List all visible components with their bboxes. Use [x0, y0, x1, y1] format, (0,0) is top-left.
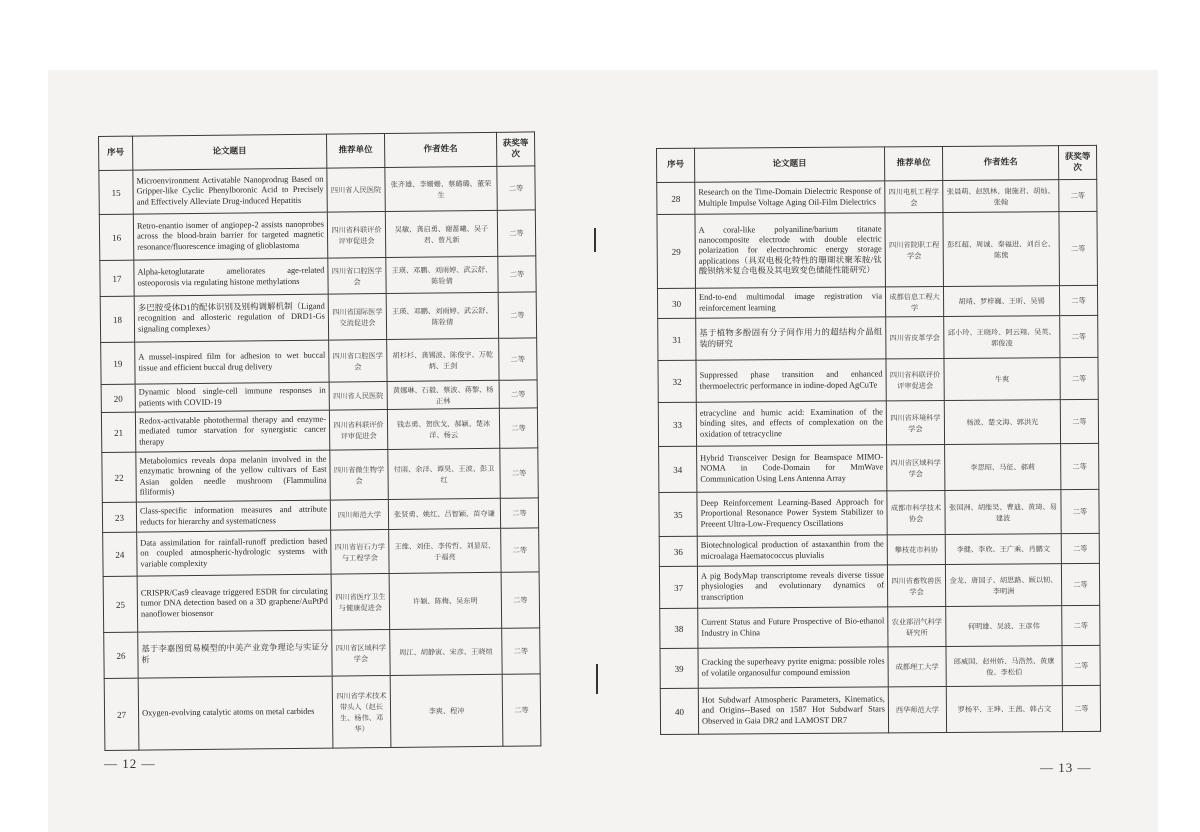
award-grade: 二等	[1061, 443, 1099, 489]
author-names: 王瑛、邓鹏、刘雨婷、武云舒、陈铨倩	[386, 256, 498, 293]
paper-title: Research on the Time-Domain Dielectric Response of Multiple Impulse Voltage Aging Oil-Film Dielectrics	[695, 181, 885, 214]
recommending-unit: 四川省科联评价评审促进会	[886, 358, 944, 400]
table-row	[657, 179, 1097, 214]
paper-title: etracycline and humic acid: Examination of the binding sites, and effects of complexation on the oxidation of tetracycline	[696, 401, 886, 446]
recommending-unit: 西华师范大学	[888, 686, 946, 732]
table-header-row	[99, 132, 535, 171]
row-index: 40	[660, 688, 698, 734]
table-row	[99, 166, 535, 215]
paper-title: Data assimilation for rainfall-runoff prediction based on coupled atmospheric-hydrologic systems with variable complexity	[137, 530, 331, 576]
recommending-unit: 四川省国际医学交流促进会	[328, 293, 386, 340]
author-names: 王瑛、邓鹏、刘雨婷、武云舒、陈铨倩	[386, 292, 498, 339]
table-row	[659, 489, 1099, 536]
row-index: 39	[660, 648, 698, 688]
award-grade: 二等	[1059, 285, 1097, 315]
recommending-unit: 四川省科联评价评审促进会	[329, 409, 387, 450]
award-grade: 二等	[499, 380, 537, 408]
author-names: 吴敏、龚启勇、谢蔷曦、吴子君、曾凡新	[385, 210, 497, 257]
recommending-unit: 四川省畜牧兽医学会	[887, 564, 945, 606]
row-index: 23	[102, 502, 136, 532]
row-index: 36	[659, 536, 697, 566]
award-grade: 二等	[497, 166, 535, 210]
row-index: 34	[659, 446, 697, 492]
header-grade: 获奖等次	[1058, 145, 1096, 179]
paper-title: Deep Reinforcement Learning-Based Approach for Proportional Resonance Power System Stabilizer to Preeent Ultra-Low-Frequency Oscillations	[697, 491, 887, 536]
row-index: 35	[659, 492, 697, 536]
author-names: 钱志勇、贺欣戈、郝颖、楚冰洋、杨云	[387, 408, 499, 449]
table-row	[658, 315, 1098, 360]
table-row	[659, 443, 1099, 492]
author-names: 胡靖、罗梓巍、王昕、吴锡	[943, 286, 1059, 317]
paper-title: CRISPR/Cas9 cleavage triggered ESDR for circulating tumor DNA detection based on a 3D graphene/AuPtPd nanoflower biosensor	[137, 574, 332, 632]
award-grade: 二等	[1059, 211, 1098, 285]
paper-title: End-to-end multimodal image registration via reinforcement learning	[695, 287, 885, 318]
row-index: 17	[100, 260, 134, 296]
paper-title: 基于李嘉图贸易模型的中美产业竞争理论与实证分析	[138, 630, 332, 678]
paper-title: A coral-like polyaniline/barium titanate nanocomposite electrode with double electric polarization for electrochromic energy storage applications（具双电极化特性的珊瑚状聚苯胺/钛酸钡纳米复合电极及其电致变色储能性能研究）	[695, 213, 886, 288]
table-row	[102, 498, 538, 533]
table-row	[100, 256, 536, 297]
header-unit: 推荐单位	[326, 133, 384, 168]
table-row	[100, 292, 536, 343]
header-index: 序号	[99, 136, 133, 170]
recommending-unit: 农业部沼气科学研究所	[888, 606, 946, 646]
author-names: 李思昭、马征、郝莉	[945, 444, 1061, 491]
recommending-unit: 四川电机工程学会	[885, 180, 943, 212]
row-index: 22	[102, 452, 137, 502]
paper-title: Cracking the superheavy pyrite enigma: possible roles of volatile organosulfur compound emission	[698, 647, 888, 688]
table-row	[99, 210, 535, 261]
paper-title: Metabolomics reveals dopa melanin involved in the enzymatic browning of the yellow cultivars of East Asian golden needle mushroom (Flammulina filiformis)	[136, 450, 331, 502]
award-grade: 二等	[502, 674, 541, 746]
paper-title: Biotechnological production of astaxanthin from the microalaga Haematococcus pluvialis	[697, 535, 887, 566]
table-row	[101, 338, 537, 385]
author-names: 金龙、唐国子、胡思路、顾以韧、李明洲	[945, 564, 1061, 607]
paper-title: Suppressed phase transition and enhanced thermoelectric performance in iodine-doped AgCuTe	[696, 359, 886, 402]
awards-table-right	[656, 145, 1101, 735]
award-grade: 二等	[1062, 605, 1100, 645]
author-names: 李健、李欣、王广乘、肖鹏文	[945, 534, 1061, 565]
table-row	[104, 628, 540, 679]
binding-mark	[594, 228, 596, 252]
table-row	[659, 533, 1099, 566]
paper-title: 基于植物多酚固有分子间作用力的超结构介晶组装的研究	[696, 317, 886, 360]
author-names: 付雨、余洋、谭昊、王波、彭卫红	[388, 448, 501, 499]
header-title: 论文题目	[695, 147, 885, 182]
author-names: 许颖、陈梅、吴东明	[389, 572, 502, 629]
recommending-unit: 成都信息工程大学	[885, 286, 943, 316]
paper-title: A pig BodyMap transcriptome reveals diverse tissue physiologies and evolutionary dynamics of transcription	[697, 565, 887, 608]
award-grade: 二等	[1061, 489, 1099, 533]
row-index: 16	[99, 214, 133, 260]
row-index: 29	[657, 214, 696, 288]
table-row	[101, 408, 537, 453]
paper-title: Dynamic blood single-cell immune responses in patients with COVID-19	[135, 382, 329, 412]
award-grade: 二等	[498, 292, 536, 338]
table-row	[658, 357, 1098, 402]
recommending-unit: 四川省医疗卫生与健康促进会	[331, 573, 390, 630]
table-row	[103, 572, 540, 633]
header-index: 序号	[657, 148, 695, 182]
table-row	[658, 399, 1098, 446]
recommending-unit: 成都理工大学	[888, 646, 946, 686]
recommending-unit: 四川省人民医院	[327, 167, 385, 212]
row-index: 26	[104, 632, 138, 678]
row-index: 15	[99, 170, 133, 214]
award-grade: 二等	[1059, 179, 1097, 211]
author-names: 王维、刘佳、李传哲、刘显辰、于福亮	[389, 528, 501, 573]
table-row	[657, 211, 1098, 288]
table-row	[103, 528, 539, 577]
table-row	[659, 563, 1099, 608]
row-index: 30	[657, 288, 695, 318]
award-grade: 二等	[498, 256, 536, 292]
header-authors: 作者姓名	[942, 146, 1058, 181]
author-names: 邱小玲、王晓玲、阿云翔、吴英、郭俊凌	[944, 316, 1060, 359]
paper-title: Retro-enantio isomer of angiopep-2 assists nanoprobes across the blood-brain barrier for targeted magnetic resonance/fluorescence imaging of glioblastoma	[133, 212, 327, 260]
author-names: 李爽、程冲	[390, 674, 503, 747]
award-grade: 二等	[1062, 645, 1100, 685]
paper-title: Oxygen-evolving catalytic atoms on metal carbides	[138, 676, 333, 750]
header-unit: 推荐单位	[884, 146, 942, 180]
author-names: 张国洲、胡维昊、曹迪、黄琦、易建波	[945, 490, 1061, 535]
author-names: 郎威国、赵州娇、马浩然、黄康俊、李松伯	[946, 646, 1062, 687]
author-names: 胡杉杉、龚锡波、陈俊宇、万乾炳、王剑	[387, 338, 499, 381]
author-names: 杨波、楚文海、郭洪光	[944, 400, 1060, 445]
award-grade: 二等	[502, 628, 540, 674]
recommending-unit: 四川省院职工程学会	[885, 212, 944, 286]
table-header-row	[657, 145, 1097, 182]
left-table-body	[99, 166, 541, 751]
right-table-body	[657, 179, 1101, 734]
recommending-unit: 四川省皮革学会	[886, 316, 944, 358]
award-grade: 二等	[1062, 685, 1100, 731]
paper-title: A mussel-inspired film for adhesion to wet buccal tissue and efficient buccal drug delivery	[135, 340, 329, 384]
award-grade: 二等	[501, 528, 539, 572]
row-index: 37	[659, 566, 697, 608]
award-grade: 二等	[497, 210, 535, 256]
recommending-unit: 四川省人民医院	[329, 381, 387, 410]
table-row	[102, 448, 538, 503]
header-authors: 作者姓名	[384, 132, 496, 167]
recommending-unit: 四川省区域科学学会	[887, 444, 945, 490]
author-names: 彭红超、周诚、秦福进、刘百仑、陈熊	[943, 212, 1060, 287]
paper-title: Redox-activatable photothermal therapy and enzyme-mediated tumor starvation for synergistic cancer therapy	[135, 410, 329, 452]
recommending-unit: 成都市科学技术协会	[887, 490, 945, 534]
recommending-unit: 四川省微生物学会	[330, 449, 389, 500]
left-page	[98, 131, 540, 751]
author-names: 张贤勇、姚红、吕智颖、苗夺谦	[388, 498, 500, 529]
recommending-unit: 四川省区域科学学会	[332, 629, 390, 676]
award-grade: 二等	[1061, 563, 1099, 605]
recommending-unit: 四川省学术技术带头人（赵长生、杨伟、邓华）	[332, 675, 391, 748]
paper-title: Hybrid Transceiver Design for Beamspace MIMO-NOMA in Code-Domain for MmWave Communication Using Lens Antenna Array	[697, 445, 887, 492]
award-grade: 二等	[1060, 315, 1098, 357]
right-page	[656, 145, 1100, 735]
row-index: 31	[658, 318, 696, 360]
paper-title: 多巴胺受体D1的配体识别及别构调解机制（Ligand recognition and allosteric regulation of DRD1-Gs signaling complexes）	[134, 294, 328, 342]
recommending-unit: 四川师范大学	[330, 499, 388, 530]
table-row	[657, 285, 1097, 318]
table-row	[104, 674, 541, 751]
recommending-unit: 四川省岩石力学与工程学会	[331, 529, 389, 574]
paper-title: Microenvironment Activatable Nanoprodrug Based on Gripper-like Cyclic Phenylboronic Acid to Precisely and Effectively Alleviate Drug-induced Hepatitis	[133, 168, 327, 214]
table-row	[660, 645, 1100, 688]
author-names: 何明雄、吴波、王彦伟	[946, 606, 1062, 647]
row-index: 19	[101, 342, 135, 384]
row-index: 20	[101, 384, 135, 412]
recommending-unit: 四川省口腔医学会	[329, 339, 387, 382]
row-index: 25	[103, 576, 138, 632]
row-index: 32	[658, 360, 696, 402]
award-grade: 二等	[501, 572, 540, 628]
table-row	[660, 605, 1100, 648]
author-names: 张晨萌、赵凯林、谢施君、胡灿、张翰	[943, 180, 1059, 213]
award-grade: 二等	[1061, 533, 1099, 563]
row-index: 18	[100, 296, 134, 342]
award-grade: 二等	[500, 448, 539, 498]
award-grade: 二等	[500, 498, 538, 528]
table-row	[660, 685, 1100, 734]
award-grade: 二等	[499, 408, 537, 448]
row-index: 38	[660, 608, 698, 648]
header-grade: 获奖等次	[496, 132, 534, 166]
author-names: 张齐雄、李姗姗、蔡璐璐、董荣生	[385, 166, 497, 211]
paper-title: Alpha-ketoglutarate ameliorates age-related osteoporosis via regulating histone methylations	[134, 258, 328, 296]
author-names: 牛爽	[944, 358, 1060, 401]
page-number-right: — 13 —	[1040, 760, 1092, 775]
award-grade: 二等	[1060, 399, 1098, 443]
awards-table-left	[98, 131, 541, 751]
row-index: 28	[657, 182, 695, 214]
paper-title: Class-specific information measures and attribute reducts for hierarchy and systematicness	[136, 500, 330, 532]
row-index: 21	[101, 412, 135, 452]
row-index: 27	[104, 678, 139, 750]
paper-title: Current Status and Future Prospective of Bio-ethanol Industry in China	[698, 607, 888, 648]
award-grade: 二等	[499, 338, 537, 380]
author-names: 黄娜琳、石毅、蔡波、蒋黎、杨正林	[387, 380, 499, 409]
recommending-unit: 四川省科联评价评审促进会	[327, 211, 385, 258]
page-number-left: — 12 —	[104, 756, 156, 771]
row-index: 24	[103, 532, 137, 576]
paper-title: Hot Subdwarf Atmospheric Parameters, Kinematics, and Origins--Based on 1587 Hot Subdwarf Stars Observed in Gaia DR2 and LAMOST DR7	[698, 687, 888, 734]
award-grade: 二等	[1060, 357, 1098, 399]
recommending-unit: 四川省环境科学学会	[886, 400, 944, 444]
author-names: 周江、胡静寅、宋彦、王晓煊	[390, 628, 502, 675]
header-title: 论文题目	[133, 134, 327, 170]
binding-mark	[596, 664, 598, 694]
recommending-unit: 攀枝花市科协	[887, 534, 945, 564]
recommending-unit: 四川省口腔医学会	[328, 257, 386, 294]
author-names: 罗杨平、王坤、王茜、韩占文	[946, 686, 1062, 733]
row-index: 33	[658, 402, 696, 446]
